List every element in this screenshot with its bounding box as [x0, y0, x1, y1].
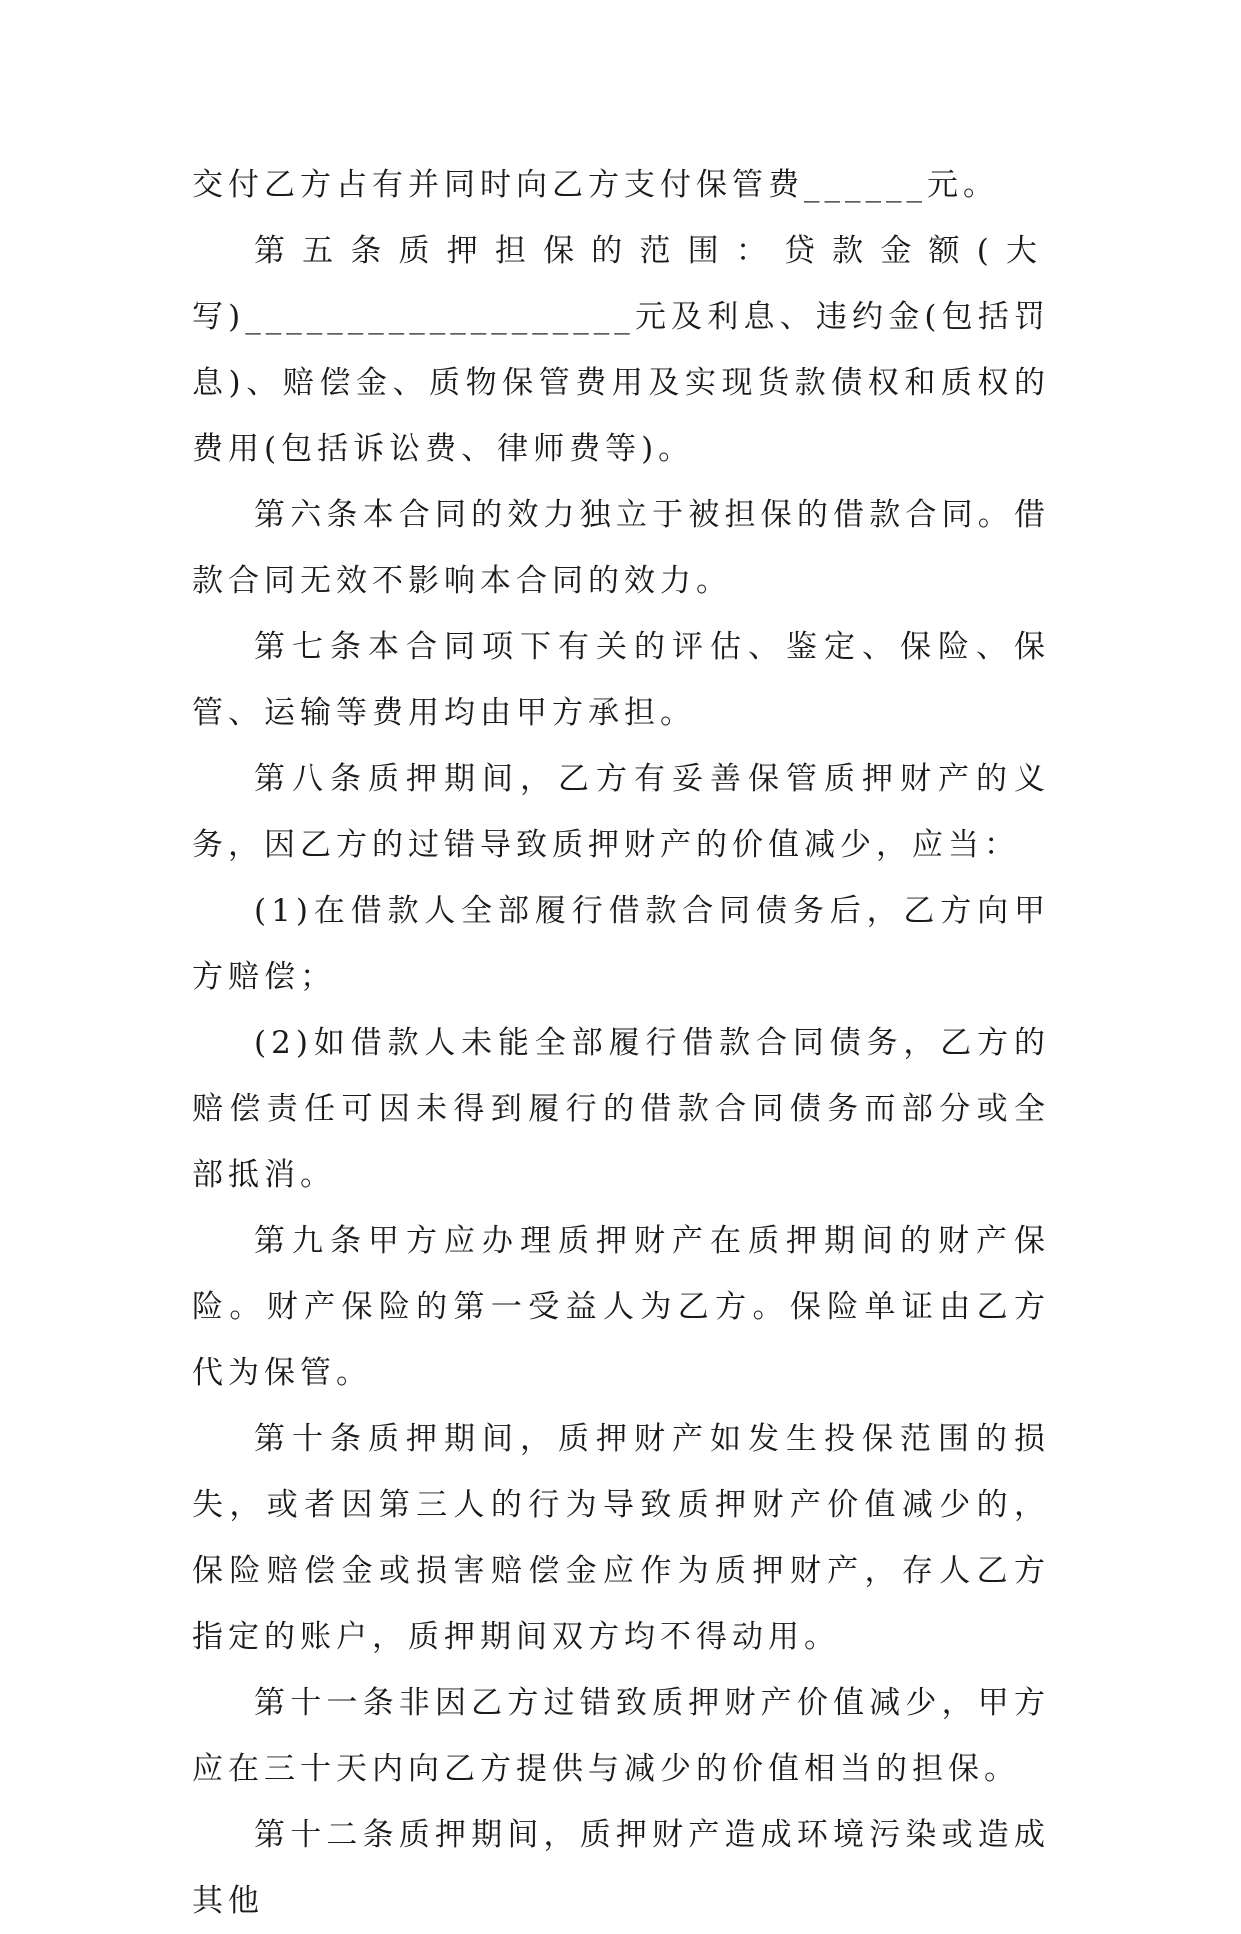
paragraph-article-8-item-2: (2)如借款人未能全部履行借款合同债务，乙方的赔偿责任可因未得到履行的借款合同债务而部分或全部抵消。 — [192, 1025, 1050, 1193]
paragraph-article-8-item-1: (1)在借款人全部履行借款合同债务后，乙方向甲方赔偿； — [192, 893, 1050, 995]
contract-body — [192, 152, 1050, 1934]
paragraph-article-8: 第八条质押期间，乙方有妥善保管质押财产的义务，因乙方的过错导致质押财产的价值减少，应当： — [192, 761, 1050, 863]
paragraph-article-5-cont: 写)___________________元及利息、违约金(包括罚息)、赔偿金、质物保管费用及实现货款债权和质权的费用(包括诉讼费、律师费等)。 — [192, 299, 1050, 467]
paragraph-article-6: 第六条本合同的效力独立于被担保的借款合同。借款合同无效不影响本合同的效力。 — [192, 497, 1050, 599]
paragraph-article-12: 第十二条质押期间，质押财产造成环境污染或造成其他 — [192, 1817, 1050, 1919]
paragraph-article-7: 第七条本合同项下有关的评估、鉴定、保险、保管、运输等费用均由甲方承担。 — [192, 629, 1050, 731]
paragraph-article-9: 第九条甲方应办理质押财产在质押期间的财产保险。财产保险的第一受益人为乙方。保险单证由乙方代为保管。 — [192, 1223, 1050, 1391]
paragraph-article-10: 第十条质押期间，质押财产如发生投保范围的损失，或者因第三人的行为导致质押财产价值减少的，保险赔偿金或损害赔偿金应作为质押财产，存人乙方指定的账户，质押期间双方均不得动用。 — [192, 1421, 1050, 1655]
paragraph-continuation: 交付乙方占有并同时向乙方支付保管费______元。 — [192, 167, 999, 203]
paragraph-article-11: 第十一条非因乙方过错致质押财产价值减少，甲方应在三十天内向乙方提供与减少的价值相当的担保。 — [192, 1685, 1050, 1787]
paragraph-article-5: 第五条质押担保的范围：贷款金额(大 — [254, 233, 1050, 269]
